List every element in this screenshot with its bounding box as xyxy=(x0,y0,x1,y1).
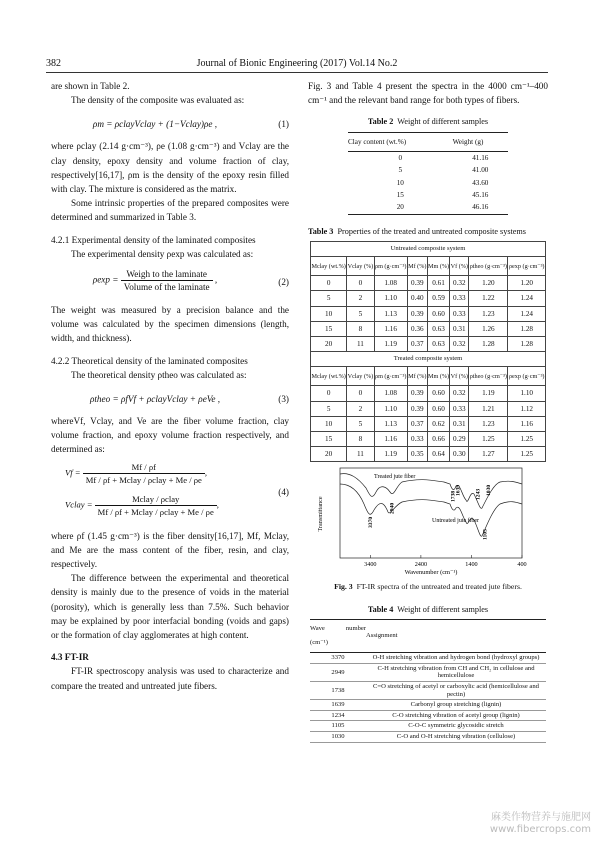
table-cell: 11 xyxy=(347,337,374,352)
paragraph: The difference between the experimental and theoretical density is mainly due to the presence of voids in the material (porosity), which is generally less than 7.5%. Such behavior may be explained by poor interfacial bonding (voids and gaps) or the formation of clay agglomerates at high content. xyxy=(51,573,289,641)
table-cell: 1.19 xyxy=(469,386,508,401)
table-cell: 0.35 xyxy=(407,447,427,462)
table-cell: 1030 xyxy=(310,732,366,743)
equation-1: ρm = ρclayVclay + (1−Vclay)ρe , (1) xyxy=(92,119,289,130)
table-header: Mf (%) xyxy=(407,367,427,386)
paragraph: where ρclay (2.14 g·cm⁻³), ρe (1.08 g·cm⁻³) and Vclay are the clay density, epoxy density and volume fraction of clay, respectively[16,17], ρm is the density of the epoxy resin filled with clay. The mixture is considered as the matrix. xyxy=(51,141,289,195)
table-cell: 1.24 xyxy=(508,291,546,306)
table-cell: 0 xyxy=(347,386,374,401)
watermark: 麻类作物营养与施肥网 www.fibercrops.com xyxy=(489,812,591,835)
table-row xyxy=(348,151,508,164)
table-row xyxy=(310,653,546,664)
table-cell: 1.25 xyxy=(469,432,508,447)
table-row xyxy=(348,201,508,214)
table-header: Vclay (%) xyxy=(347,257,374,276)
table-cell: 0.37 xyxy=(407,337,427,352)
peak-label: 1639 xyxy=(455,485,462,497)
table-header: Mf (%) xyxy=(407,257,427,276)
table-cell: 5 xyxy=(398,166,403,175)
peak-label: 1105 xyxy=(482,529,489,541)
table-header: ρm (g·cm⁻³) xyxy=(374,367,407,386)
table-header: Mclay (wt.%) xyxy=(311,257,347,276)
x-tick-label: 2400 xyxy=(414,561,428,569)
table-cell: 0 xyxy=(311,386,347,401)
table-2 xyxy=(348,132,508,215)
table-cell: 0.39 xyxy=(407,401,427,416)
table-header: ρtheo (g·cm⁻³) xyxy=(469,257,508,276)
table-cell: 1.28 xyxy=(469,337,508,352)
table-row xyxy=(310,710,546,721)
table-cell: 1.16 xyxy=(508,416,546,431)
table-cell: C-O-C symmetric glycosidic stretch xyxy=(366,721,546,732)
table-cell: 1.26 xyxy=(469,321,508,336)
equation-3: ρtheo = ρfVf + ρclayVclay + ρeVe , (3) xyxy=(89,394,289,405)
table-cell: 0.63 xyxy=(427,337,450,352)
table-cell: C-H stretching vibration from CH and CH₂ in cellulose and hemicellulose xyxy=(366,663,546,681)
table-cell: 15 xyxy=(311,432,347,447)
table-cell: 0.39 xyxy=(407,276,427,291)
paragraph: The density of the composite was evaluated as: xyxy=(71,95,245,106)
table-4-caption: Table 4 Weight of different samples xyxy=(367,604,489,614)
table-header-row xyxy=(311,257,546,276)
table-row xyxy=(311,321,546,336)
table-cell: C-O and O-H stretching vibration (cellulose) xyxy=(366,732,546,743)
table-cell: 0.60 xyxy=(427,401,450,416)
paragraph: FT-IR spectroscopy analysis was used to characterize and compare the treated and untreated jute fibers. xyxy=(51,666,289,691)
table-cell: 1.08 xyxy=(374,386,407,401)
table-cell: 20 xyxy=(311,447,347,462)
table-cell: O-H stretching vibration and hydrogen bond (hydroxyl groups) xyxy=(366,653,546,664)
treated-spectrum xyxy=(340,474,522,509)
table-3-caption: Table 3 Properties of the treated and untreated composite systems xyxy=(308,226,526,236)
table-header: Assignment xyxy=(366,619,546,652)
table-cell: 1.28 xyxy=(508,337,546,352)
table-cell: 15 xyxy=(396,191,404,200)
table-cell: 1.27 xyxy=(469,447,508,462)
table-cell: 0.40 xyxy=(407,291,427,306)
table-cell: 0 xyxy=(347,276,374,291)
journal-title: Journal of Bionic Engineering (2017) Vol.14 No.2 xyxy=(196,58,398,69)
table-cell: 0.32 xyxy=(450,386,469,401)
table-subheader-row xyxy=(311,352,546,367)
table-row xyxy=(311,291,546,306)
table-header: Vf (%) xyxy=(450,367,469,386)
table-cell: 0.60 xyxy=(427,386,450,401)
table-cell: 8 xyxy=(347,321,374,336)
table-cell: C-O stretching vibration of acetyl group (lignin) xyxy=(366,710,546,721)
peak-label: 1243 xyxy=(475,489,482,501)
peak-label: 2940 xyxy=(389,503,396,515)
table-4 xyxy=(310,619,546,743)
table-cell: 2 xyxy=(347,401,374,416)
fraction: $\frac{\text{Weigh to the laminate}}{\text{Volume of the laminate}}$ xyxy=(121,268,213,293)
table-cell: 5 xyxy=(311,291,347,306)
x-tick-label: 400 xyxy=(517,561,527,569)
table-cell: 0.39 xyxy=(407,386,427,401)
table-cell: 1639 xyxy=(310,700,366,711)
table-cell: Carbonyl group stretching (lignin) xyxy=(366,700,546,711)
table-cell: 5 xyxy=(347,416,374,431)
paragraph: Some intrinsic properties of the prepared composites were determined and summarized in Table 3. xyxy=(51,198,289,223)
table-cell: 1.10 xyxy=(374,401,407,416)
table-row xyxy=(310,682,546,700)
table-row xyxy=(311,276,546,291)
table-cell: 1.23 xyxy=(469,306,508,321)
table-cell: 0.32 xyxy=(450,337,469,352)
table-row xyxy=(348,189,508,201)
table-cell: 1.25 xyxy=(508,432,546,447)
table-cell: 0.33 xyxy=(450,291,469,306)
table-cell: 1.10 xyxy=(374,291,407,306)
table-row xyxy=(311,337,546,352)
table-row xyxy=(311,416,546,431)
table-cell: 0.36 xyxy=(407,321,427,336)
table-cell: 0 xyxy=(398,153,403,162)
table-cell: 15 xyxy=(311,321,347,336)
table-cell: 0.33 xyxy=(407,432,427,447)
table-header: Weight (g) xyxy=(453,132,508,151)
table-subheader-row xyxy=(311,242,546,257)
paragraph: where ρf (1.45 g·cm⁻³) is the fiber density[16,17], Mf, Mclay, and Me are the mass content of the fiber, resin, and clay, respectively. xyxy=(51,530,289,570)
treated-label: Treated jute fiber xyxy=(374,474,416,481)
table-cell: 0 xyxy=(311,276,347,291)
table-cell: 10 xyxy=(396,178,404,187)
table-cell: 46.16 xyxy=(472,203,489,212)
table-cell: 1.22 xyxy=(469,291,508,306)
table-row xyxy=(311,432,546,447)
peak-label: 1030 xyxy=(486,485,493,497)
table-cell: 0.61 xyxy=(427,276,450,291)
table-cell: 0.37 xyxy=(407,416,427,431)
table-header: Clay content (wt.%) xyxy=(348,132,453,151)
table-row xyxy=(311,386,546,401)
table-2-caption: Table 2 Weight of different samples xyxy=(367,117,489,127)
page-header xyxy=(46,58,548,73)
table-cell: 1.16 xyxy=(374,321,407,336)
section-heading: 4.2.1 Experimental density of the laminated composites xyxy=(51,234,256,245)
table-header: Vf (%) xyxy=(450,257,469,276)
table-cell: 1.12 xyxy=(508,401,546,416)
x-tick-label: 1400 xyxy=(465,561,478,569)
table-cell: 8 xyxy=(347,432,374,447)
table-cell: 1.19 xyxy=(374,447,407,462)
table-cell: 1.08 xyxy=(374,276,407,291)
table-cell: 2 xyxy=(347,291,374,306)
untreated-label: Untreated jute fiber xyxy=(432,518,479,525)
table-cell: 0.29 xyxy=(450,432,469,447)
table-cell: C=O stretching of acetyl or carboxylic acid (hemicellulose and pectin) xyxy=(366,682,546,700)
table-subheader: Treated composite system xyxy=(311,352,546,367)
table-cell: 1.13 xyxy=(374,416,407,431)
right-column xyxy=(308,79,548,743)
table-cell: 1.28 xyxy=(508,321,546,336)
table-subheader: Untreated composite system xyxy=(311,242,546,257)
table-header: Mm (%) xyxy=(427,367,450,386)
table-row xyxy=(311,447,546,462)
table-cell: 0.64 xyxy=(427,447,450,462)
table-header: Wave number (cm⁻¹) xyxy=(310,619,366,652)
x-tick-label: 3400 xyxy=(364,561,377,569)
paragraph: are shown in Table 2. xyxy=(51,81,130,91)
table-header: ρexp (g·cm⁻³) xyxy=(508,257,546,276)
table-3 xyxy=(310,241,546,462)
table-header-row xyxy=(311,367,546,386)
table-cell: 1.19 xyxy=(374,337,407,352)
equation-4: Vf = $\frac{Mf / \rho f}{\text{Mf / ρf + Mclay / ρclay + Me / ρe}}$ , Vclay = $\frac{\text{Mclay / ρclay}}{\text{Mf / ρf + Mclay / ρclay + Me / ρe}}$ , (4) xyxy=(65,461,289,517)
equation-2: ρexp = $\frac{\text{Weigh to the laminate}}{\text{Volume of the laminate}}$ , (2) xyxy=(92,269,289,293)
table-cell: 0.39 xyxy=(407,306,427,321)
table-cell: 0.31 xyxy=(450,416,469,431)
table-cell: 45.16 xyxy=(472,191,489,200)
table-cell: 41.16 xyxy=(472,153,489,162)
table-row xyxy=(310,732,546,743)
table-row xyxy=(311,401,546,416)
left-column xyxy=(51,79,289,693)
paragraph: Fig. 3 and Table 4 present the spectra in the 4000 cm⁻¹–400 cm⁻¹ and the relevant band range for both types of fibers. xyxy=(308,81,548,106)
y-axis-label: Transmittance xyxy=(317,496,324,533)
table-header: Mm (%) xyxy=(427,257,450,276)
table-cell: 0.60 xyxy=(427,306,450,321)
section-heading: 4.2.2 Theoretical density of the laminated composites xyxy=(51,355,248,366)
table-cell: 0.63 xyxy=(427,321,450,336)
paragraph: whereVf, Vclay, and Ve are the fiber volume fraction, clay volume fraction, and epoxy volume fraction respectively, and determined as: xyxy=(51,416,289,455)
peak-label: 3370 xyxy=(367,517,374,529)
table-cell: 1.13 xyxy=(374,306,407,321)
paragraph: The experimental density ρexp was calculated as: xyxy=(71,248,254,259)
table-cell: 0.59 xyxy=(427,291,450,306)
table-cell: 1.20 xyxy=(508,276,546,291)
table-cell: 20 xyxy=(396,203,404,212)
peak-label: 1738 xyxy=(450,491,457,503)
table-cell: 1.20 xyxy=(469,276,508,291)
table-cell: 5 xyxy=(347,306,374,321)
page-number: 382 xyxy=(46,58,61,69)
table-cell: 0.32 xyxy=(450,276,469,291)
table-cell: 43.60 xyxy=(472,178,489,187)
table-cell: 0.62 xyxy=(427,416,450,431)
table-cell: 0.33 xyxy=(450,306,469,321)
table-cell: 1.16 xyxy=(374,432,407,447)
table-cell: 1105 xyxy=(310,721,366,732)
table-row xyxy=(348,164,508,176)
table-cell: 11 xyxy=(347,447,374,462)
table-cell: 1234 xyxy=(310,710,366,721)
table-header: Vclay (%) xyxy=(347,367,374,386)
table-cell: 0.33 xyxy=(450,401,469,416)
table-cell: 5 xyxy=(311,401,347,416)
table-header: ρtheo (g·cm⁻³) xyxy=(469,367,508,386)
ftir-spectra-plot xyxy=(310,466,546,576)
table-cell: 0.30 xyxy=(450,447,469,462)
figure-3 xyxy=(310,466,546,576)
table-cell: 0.66 xyxy=(427,432,450,447)
table-cell: 1.24 xyxy=(508,306,546,321)
table-cell: 1738 xyxy=(310,682,366,700)
table-cell: 0.31 xyxy=(450,321,469,336)
table-cell: 41.00 xyxy=(472,166,489,175)
table-cell: 1.21 xyxy=(469,401,508,416)
paragraph: The weight was measured by a precision balance and the volume was calculated by the specimen dimensions (length, width, and thickness). xyxy=(51,305,289,344)
table-cell: 10 xyxy=(311,416,347,431)
table-header: ρm (g·cm⁻³) xyxy=(374,257,407,276)
table-header: Mclay (wt.%) xyxy=(311,367,347,386)
table-cell: 20 xyxy=(311,337,347,352)
table-row xyxy=(311,306,546,321)
table-cell: 1.10 xyxy=(508,386,546,401)
table-row xyxy=(348,177,508,189)
table-cell: 2949 xyxy=(310,663,366,681)
table-cell: 10 xyxy=(311,306,347,321)
table-row xyxy=(310,721,546,732)
figure-3-caption: Fig. 3 FT-IR spectra of the untreated and treated jute fibers. xyxy=(334,582,522,592)
table-header: ρexp (g·cm⁻³) xyxy=(508,367,546,386)
x-axis-label: Wavenumber (cm⁻¹) xyxy=(404,569,458,577)
table-cell: 1.23 xyxy=(469,416,508,431)
table-cell: 3370 xyxy=(310,653,366,664)
table-cell: 1.25 xyxy=(508,447,546,462)
paragraph: The theoretical density ρtheo was calculated as: xyxy=(71,369,247,380)
section-heading: 4.3 FT-IR xyxy=(51,652,89,663)
table-row xyxy=(310,663,546,681)
table-row xyxy=(310,700,546,711)
